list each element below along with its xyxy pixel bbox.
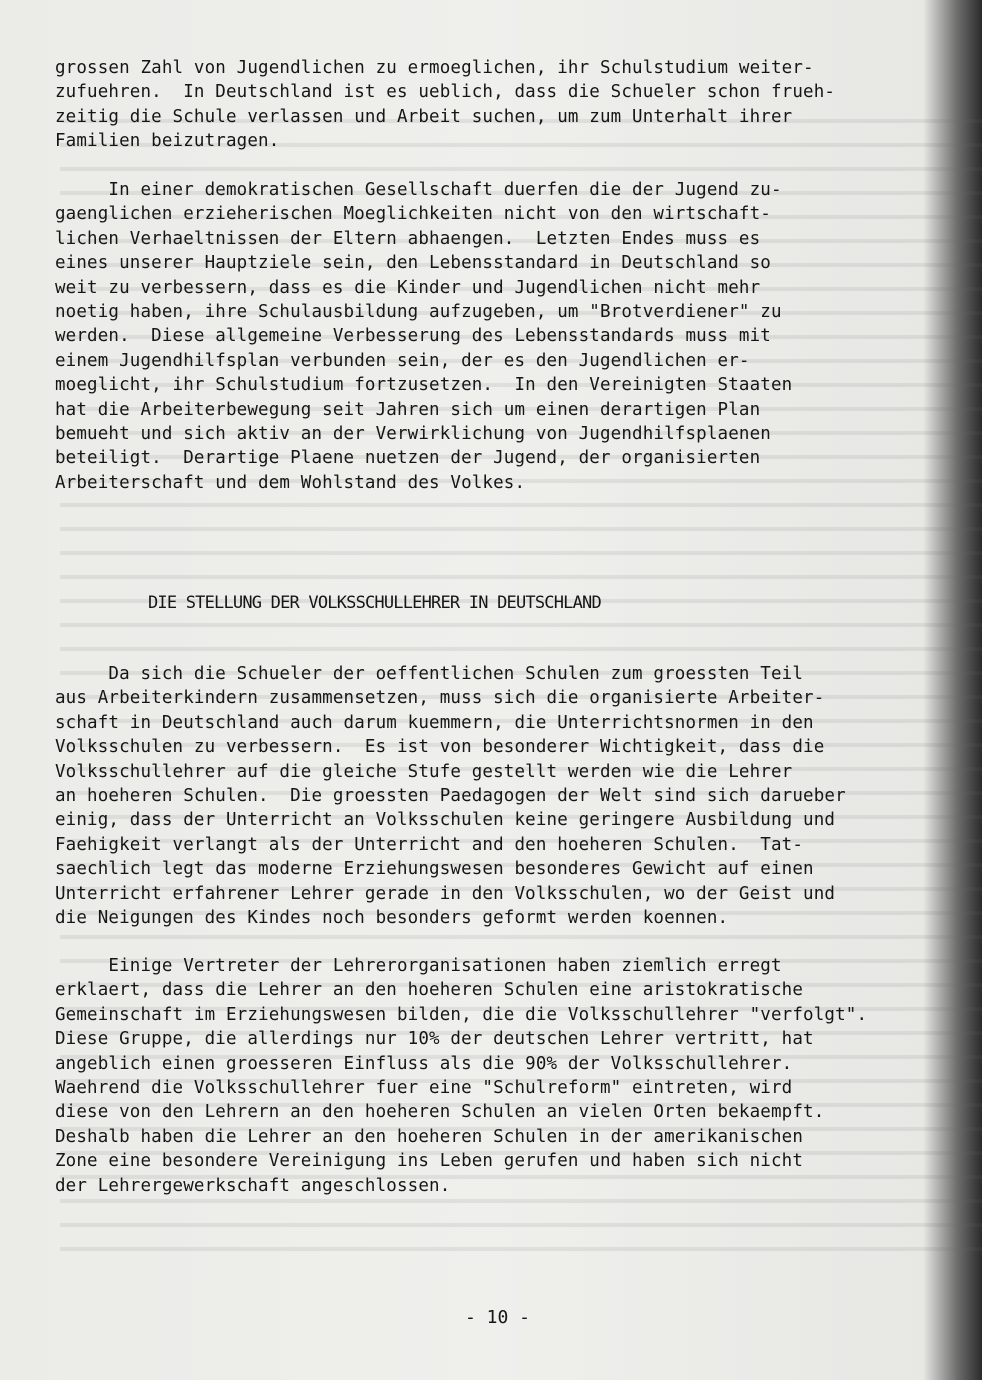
paragraph-3: Da sich die Schueler der oeffentlichen Schulen zum groessten Teil aus Arbeiterkindern zusammensetzen, muss sich die organisierte Arbeiter- schaft in Deutschland auch darum kuemmern, die Unterrichtsnormen in den Volksschulen zu verbessern. Es ist von besonderer Wichtigkeit, dass die Volksschullehrer auf die gleiche Stufe gestellt werden wie die Lehrer an hoeheren Schulen. Die groessten Paedagogen der Welt sind sich darueber einig, dass der Unterricht an Volksschulen keine geringere Ausbildung und Faehigkeit verlangt als der Unterricht and den hoeheren Schulen. Tat- saechlich legt das moderne Erziehungswesen besonderes Gewicht auf einen Unterricht erfahrener Lehrer gerade in den Volksschulen, wo der Geist und die Neigungen des Kindes noch besonders geformt werden koennen. [55,664,846,929]
paragraph-1: grossen Zahl von Jugendlichen zu ermoeglichen, ihr Schulstudium weiter- zufuehren. In Deutschland ist es ueblich, dass die Schueler schon frueh- zeitig die Schule verlassen und Arbeit suchen, um zum Unterhalt ihrer Familien beizutragen. [55,58,836,152]
page-number: - 10 - [465,1307,531,1328]
paragraph-4: Einige Vertreter der Lehrerorganisationen haben ziemlich erregt erklaert, dass die Lehrer an den hoeheren Schulen eine aristokratische Gemeinschaft im Erziehungswesen bilden, die die Volksschullehrer "verfolgt". Diese Gruppe, die allerdings nur 10% der deutschen Lehrer vertritt, hat angeblich einen groesseren Einfluss als die 90% der Volksschullehrer. Waehrend die Volksschullehrer fuer eine "Schulreform" eintreten, wird diese von den Lehrern an den hoeheren Schulen an vielen Orten bekaempft. Deshalb haben die Lehrer an den hoeheren Schulen in der amerikanischen Zone eine besondere Vereinigung ins Leben gerufen und haben sich nicht der Lehrergewerkschaft angeschlossen. [55,956,868,1196]
paragraph-2: In einer demokratischen Gesellschaft duerfen die der Jugend zu- gaenglichen erzieherischen Moeglichkeiten nicht von den wirtschaft- lichen Verhaeltnissen der Eltern abhaengen. Letzten Endes muss es eines unserer Hauptziele sein, den Lebensstandard in Deutschland so weit zu verbessern, dass es die Kinder und Jugendlichen nicht mehr noetig haben, ihre Schulausbildung aufzugeben, um "Brotverdiener" zu werden. Diese allgemeine Verbesserung des Lebensstandards muss mit einem Jugendhilfsplan verbunden sein, der es den Jugendlichen er- moeglicht, ihr Schulstudium fortzusetzen. In den Vereinigten Staaten hat die Arbeiterbewegung seit Jahren sich um einen derartigen Plan bemueht und sich aktiv an der Verwirklichung von Jugendhilfsplaenen beteiligt. Derartige Plaene nuetzen der Jugend, der organisierten Arbeiterschaft und dem Wohlstand des Volkes. [55,180,793,493]
section-heading: DIE STELLUNG DER VOLKSSCHULLEHRER IN DEUTSCHLAND [148,593,601,613]
